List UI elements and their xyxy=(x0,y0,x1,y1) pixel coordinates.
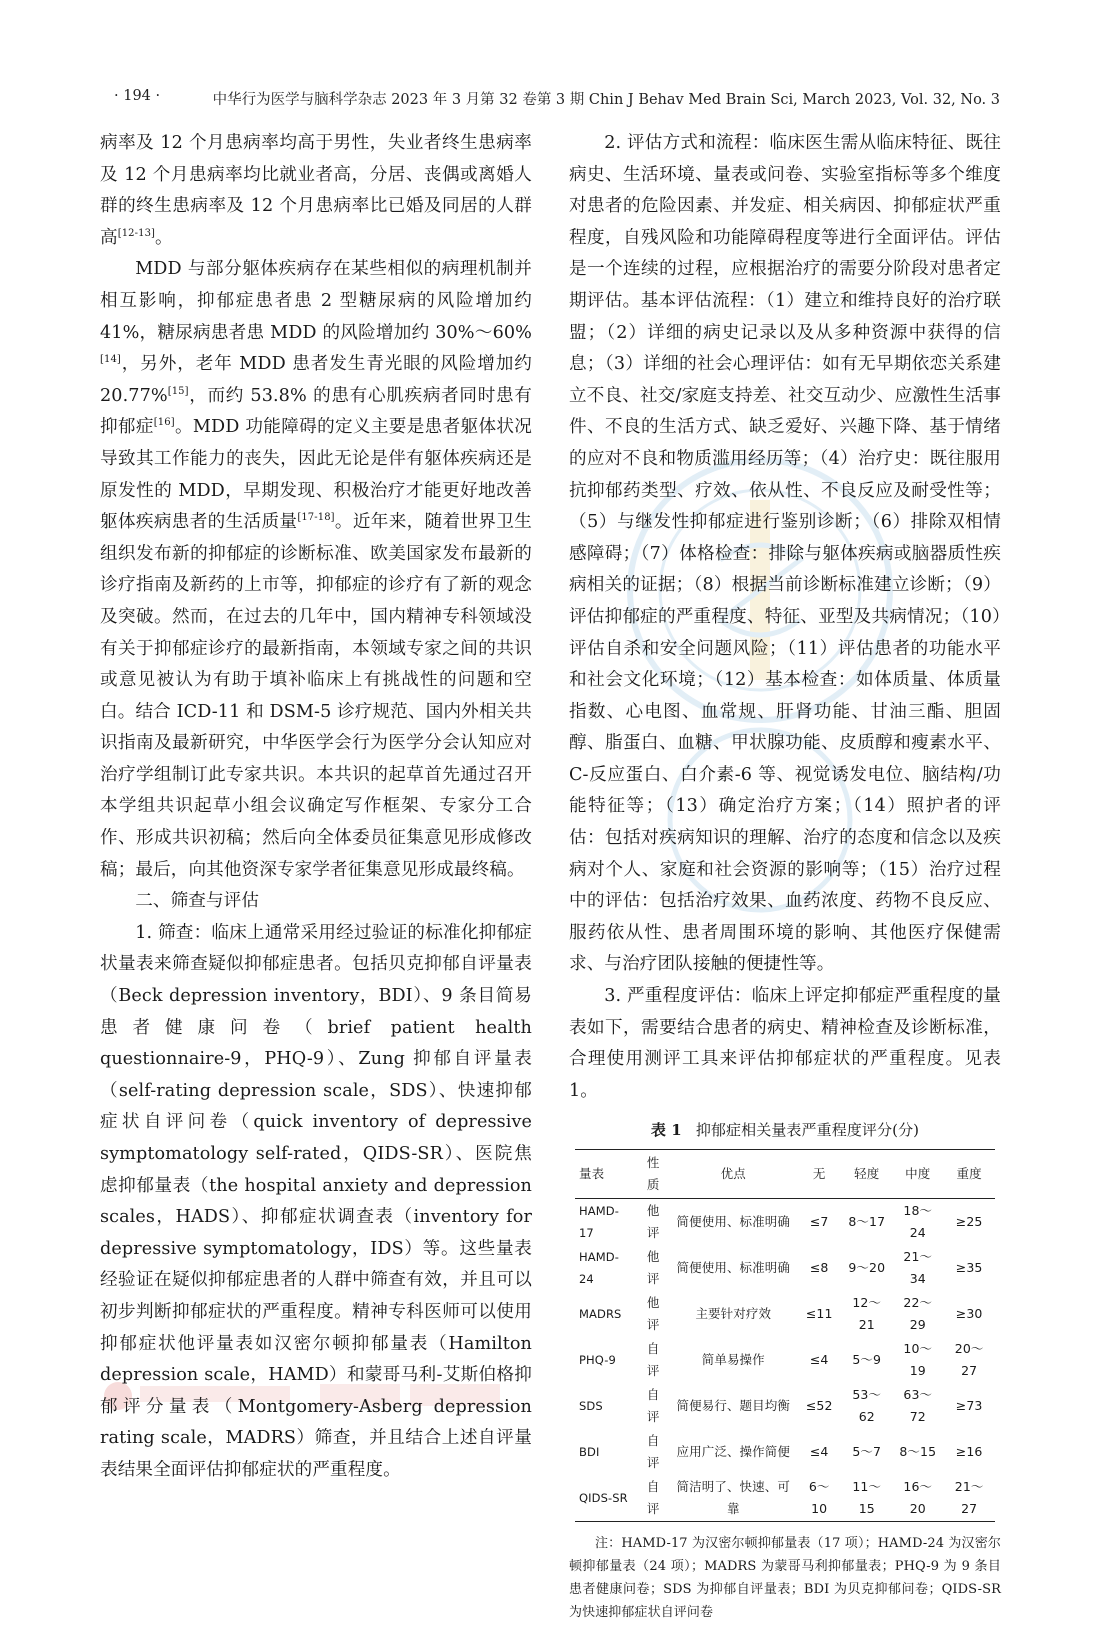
table-cell: ≤4 xyxy=(809,1444,829,1460)
table-cell: PHQ-9 xyxy=(579,1353,616,1368)
table-note: 注：HAMD-17 为汉密尔顿抑郁量表（17 项）；HAMD-24 为汉密尔顿抑郁量表（24 项）；MADRS 为蒙哥马利抑郁量表；PHQ-9 为 9 条目患者健康问卷；SDS 为抑郁自评量表；BDI 为贝克抑郁问卷；QIDS-SR 为快速抑郁症状自评问卷 xyxy=(569,1536,1001,1621)
table-cell: QIDS-SR xyxy=(575,1475,637,1522)
table-row xyxy=(575,1475,995,1522)
table-cell: ≤11 xyxy=(805,1306,833,1322)
table-row xyxy=(575,1291,995,1337)
table-cell: 应用广泛、操作简便 xyxy=(676,1444,790,1460)
paragraph-screening: 1. 筛查：临床上通常采用经过验证的标准化抑郁症状量表来筛查疑似抑郁症患者。包括贝克抑郁自评量表（Beck depression inventory，BDI）、9 条目简易患者健康问卷（brief patient health questionnaire-9，PHQ-9）、Zung 抑郁自评量表（self-rating depression scale，SDS）、快速抑郁症状自评问卷（quick inventory of depressive symptomatology self-rated，QIDS-SR）、医院焦虑抑郁量表（the hospital anxiety and depression scales，HADS）、抑郁症状调查表（inventory for depressive symptomatology，IDS）等。这些量表经验证在疑似抑郁症患者的人群中筛查有效，并且可以初步判断抑郁症状的严重程度。精神专科医师可以使用抑郁症状他评量表如汉密尔顿抑郁量表（Hamilton depression scale，HAMD）和蒙哥马利-艾斯伯格抑郁评分量表（Montgomery-Asberg depression rating scale，MADRS）筛查，并且结合上述自评量表结果全面评估抑郁症状的严重程度。 xyxy=(100,922,532,1480)
table-label: 表 1 xyxy=(650,1121,682,1140)
table-cell: 16～20 xyxy=(892,1475,943,1522)
table-cell: 8～17 xyxy=(848,1214,886,1230)
header-cell: 优点 xyxy=(669,1150,797,1199)
table-cell: 53～62 xyxy=(852,1387,882,1425)
table-cell: ≤4 xyxy=(809,1352,829,1368)
table-cell: ≥30 xyxy=(955,1306,983,1322)
left-column xyxy=(100,128,532,1487)
table-row xyxy=(575,1245,995,1291)
table-cell: 简便使用、标准明确 xyxy=(676,1260,790,1276)
table-cell: 12～21 xyxy=(852,1295,882,1333)
header-cell: 中度 xyxy=(892,1150,943,1199)
paragraph-severity: 3. 严重程度评估：临床上评定抑郁症严重程度的量表如下，需要结合患者的病史、精神检查及诊断标准，合理使用测评工具来评估抑郁症状的严重程度。见表 1。 xyxy=(569,986,1001,1101)
table-row xyxy=(575,1337,995,1383)
table-cell: BDI xyxy=(579,1445,600,1460)
table-cell: 6～10 xyxy=(797,1475,841,1522)
table-cell: SDS xyxy=(579,1399,603,1414)
table-cell: ≥73 xyxy=(955,1398,983,1414)
table-cell: MADRS xyxy=(579,1307,622,1322)
table-1 xyxy=(569,1119,1001,1624)
table-cell: 他评 xyxy=(646,1203,660,1241)
table-cell: 21～34 xyxy=(903,1249,933,1287)
table-cell: 22～29 xyxy=(903,1295,933,1333)
right-column xyxy=(569,128,1001,1637)
journal-citation: 中华行为医学与脑科学杂志 2023 年 3 月第 32 卷第 3 期 Chin J Behav Med Brain Sci, March 2023, Vol. 32, No. 3 xyxy=(212,92,1000,108)
header-cell: 无 xyxy=(797,1150,841,1199)
table-cell: 简单易操作 xyxy=(701,1352,765,1368)
page-number: · 194 · xyxy=(114,88,161,104)
table-cell: 21～27 xyxy=(943,1475,995,1522)
table-row xyxy=(575,1199,995,1246)
table-title xyxy=(569,1119,1001,1141)
table-cell: 20～27 xyxy=(954,1341,984,1379)
table-cell: 10～19 xyxy=(903,1341,933,1379)
table-cell: ≤52 xyxy=(805,1398,833,1414)
table-cell: 9～20 xyxy=(848,1260,886,1276)
table-cell: 5～7 xyxy=(852,1444,882,1460)
table-cell: 自评 xyxy=(637,1475,669,1522)
table-row xyxy=(575,1429,995,1475)
table-cell: 主要针对疗效 xyxy=(695,1306,772,1322)
table-cell: 自评 xyxy=(646,1433,660,1471)
table-cell: ≥35 xyxy=(955,1260,983,1276)
table-cell: ≥16 xyxy=(955,1444,983,1460)
table-cell: 简便易行、题目均衡 xyxy=(676,1398,790,1414)
table-cell: 18～24 xyxy=(903,1203,933,1241)
severity-score-table xyxy=(575,1149,995,1522)
header-cell: 性质 xyxy=(637,1150,669,1199)
table-cell: 他评 xyxy=(646,1249,660,1287)
table-cell: 5～9 xyxy=(852,1352,882,1368)
paragraph-prevalence: 病率及 12 个月患病率均高于男性，失业者终生患病率及 12 个月患病率均比就业者高，分居、丧偶或离婚人群的终生患病率及 12 个月患病率比已婚及同居的人群高[12-13]。 xyxy=(100,133,532,248)
paragraph-mdd-comorbidity: MDD 与部分躯体疾病存在某些相似的病理机制并相互影响，抑郁症患者患 2 型糖尿病的风险增加约 41%，糖尿病患者患 MDD 的风险增加约 30%～60%[14]，另外，老年 MDD 患者发生青光眼的风险增加约 20.77%[15]，而约 53.8% 的患有心肌疾病者同时患有抑郁症[16]。MDD 功能障碍的定义主要是患者躯体状况导致其工作能力的丧失，因此无论是伴有躯体疾病还是原发性的 MDD，早期发现、积极治疗才能更好地改善躯体疾病患者的生活质量[17-18]。近年来，随着世界卫生组织发布新的抑郁症的诊断标准、欧美国家发布最新的诊疗指南及新药的上市等，抑郁症的诊疗有了新的观念及突破。然而，在过去的几年中，国内精神专科领域没有关于抑郁症诊疗的最新指南，本领域专家之间的共识或意见被认为有助于填补临床上有挑战性的问题和空白。结合 ICD-11 和 DSM-5 诊疗规范、国内外相关共识指南及最新研究，中华医学会行为医学分会认知应对治疗学组制订此专家共识。本共识的起草首先通过召开本学组共识起草小组会议确定写作框架、专家分工合作、形成共识初稿；然后向全体委员征集意见形成修改稿；最后，向其他资深专家学者征集意见形成最终稿。 xyxy=(100,259,532,880)
table-cell: 他评 xyxy=(646,1295,660,1333)
table-cell: 自评 xyxy=(646,1341,660,1379)
table-row xyxy=(575,1383,995,1429)
header-cell: 量表 xyxy=(575,1150,637,1199)
table-header-row xyxy=(575,1150,995,1199)
paragraph-assessment-process: 2. 评估方式和流程：临床医生需从临床特征、既往病史、生活环境、量表或问卷、实验室指标等多个维度对患者的危险因素、并发症、相关病因、抑郁症状严重程度，自残风险和功能障碍程度等进行全面评估。评估是一个连续的过程，应根据治疗的需要分阶段对患者定期评估。基本评估流程：（1）建立和维持良好的治疗联盟；（2）详细的病史记录以及从多种资源中获得的信息；（3）详细的社会心理评估：如有无早期依恋关系建立不良、社交/家庭支持差、社交互动少、应激性生活事件、不良的生活方式、缺乏爱好、兴趣下降、基于情绪的应对不良和物质滥用经历等；（4）治疗史：既往服用抗抑郁药类型、疗效、依从性、不良反应及耐受性等；（5）与继发性抑郁症进行鉴别诊断；（6）排除双相情感障碍；（7）体格检查：排除与躯体疾病或脑器质性疾病相关的证据；（8）根据当前诊断标准建立诊断；（9）评估抑郁症的严重程度、特征、亚型及共病情况；（10）评估自杀和安全问题风险；（11）评估患者的功能水平和社会文化环境；（12）基本检查：如体质量、体质量指数、心电图、血常规、肝肾功能、甘油三酯、胆固醇、脂蛋白、血糖、甲状腺功能、皮质醇和瘦素水平、C-反应蛋白、白介素-6 等、视觉诱发电位、脑结构/功能特征等；（13）确定治疗方案；（14）照护者的评估：包括对疾病知识的理解、治疗的态度和信念以及疾病对个人、家庭和社会资源的影响等；（15）治疗过程中的评估：包括治疗效果、血药浓度、药物不良反应、服药依从性、患者周围环境的影响、其他医疗保健需求、与治疗团队接触的便捷性等。 xyxy=(569,133,1001,975)
table-caption: 抑郁症相关量表严重程度评分(分) xyxy=(695,1121,920,1140)
header-cell: 轻度 xyxy=(841,1150,892,1199)
table-cell: 简便使用、标准明确 xyxy=(676,1214,790,1230)
table-cell: ≤8 xyxy=(809,1260,829,1276)
table-cell: ≤7 xyxy=(809,1214,829,1230)
table-cell: 8～15 xyxy=(899,1444,937,1460)
table-cell: 自评 xyxy=(646,1387,660,1425)
table-cell: HAMD-24 xyxy=(579,1250,619,1287)
section-heading-screening: 二、筛查与评估 xyxy=(135,891,260,912)
table-cell: 简洁明了、快速、可靠 xyxy=(669,1475,797,1522)
running-header xyxy=(100,88,1000,112)
table-cell: HAMD-17 xyxy=(579,1204,619,1241)
table-cell: 11～15 xyxy=(841,1475,892,1522)
header-cell: 重度 xyxy=(943,1150,995,1199)
table-cell: 63～72 xyxy=(903,1387,933,1425)
table-cell: ≥25 xyxy=(955,1214,983,1230)
